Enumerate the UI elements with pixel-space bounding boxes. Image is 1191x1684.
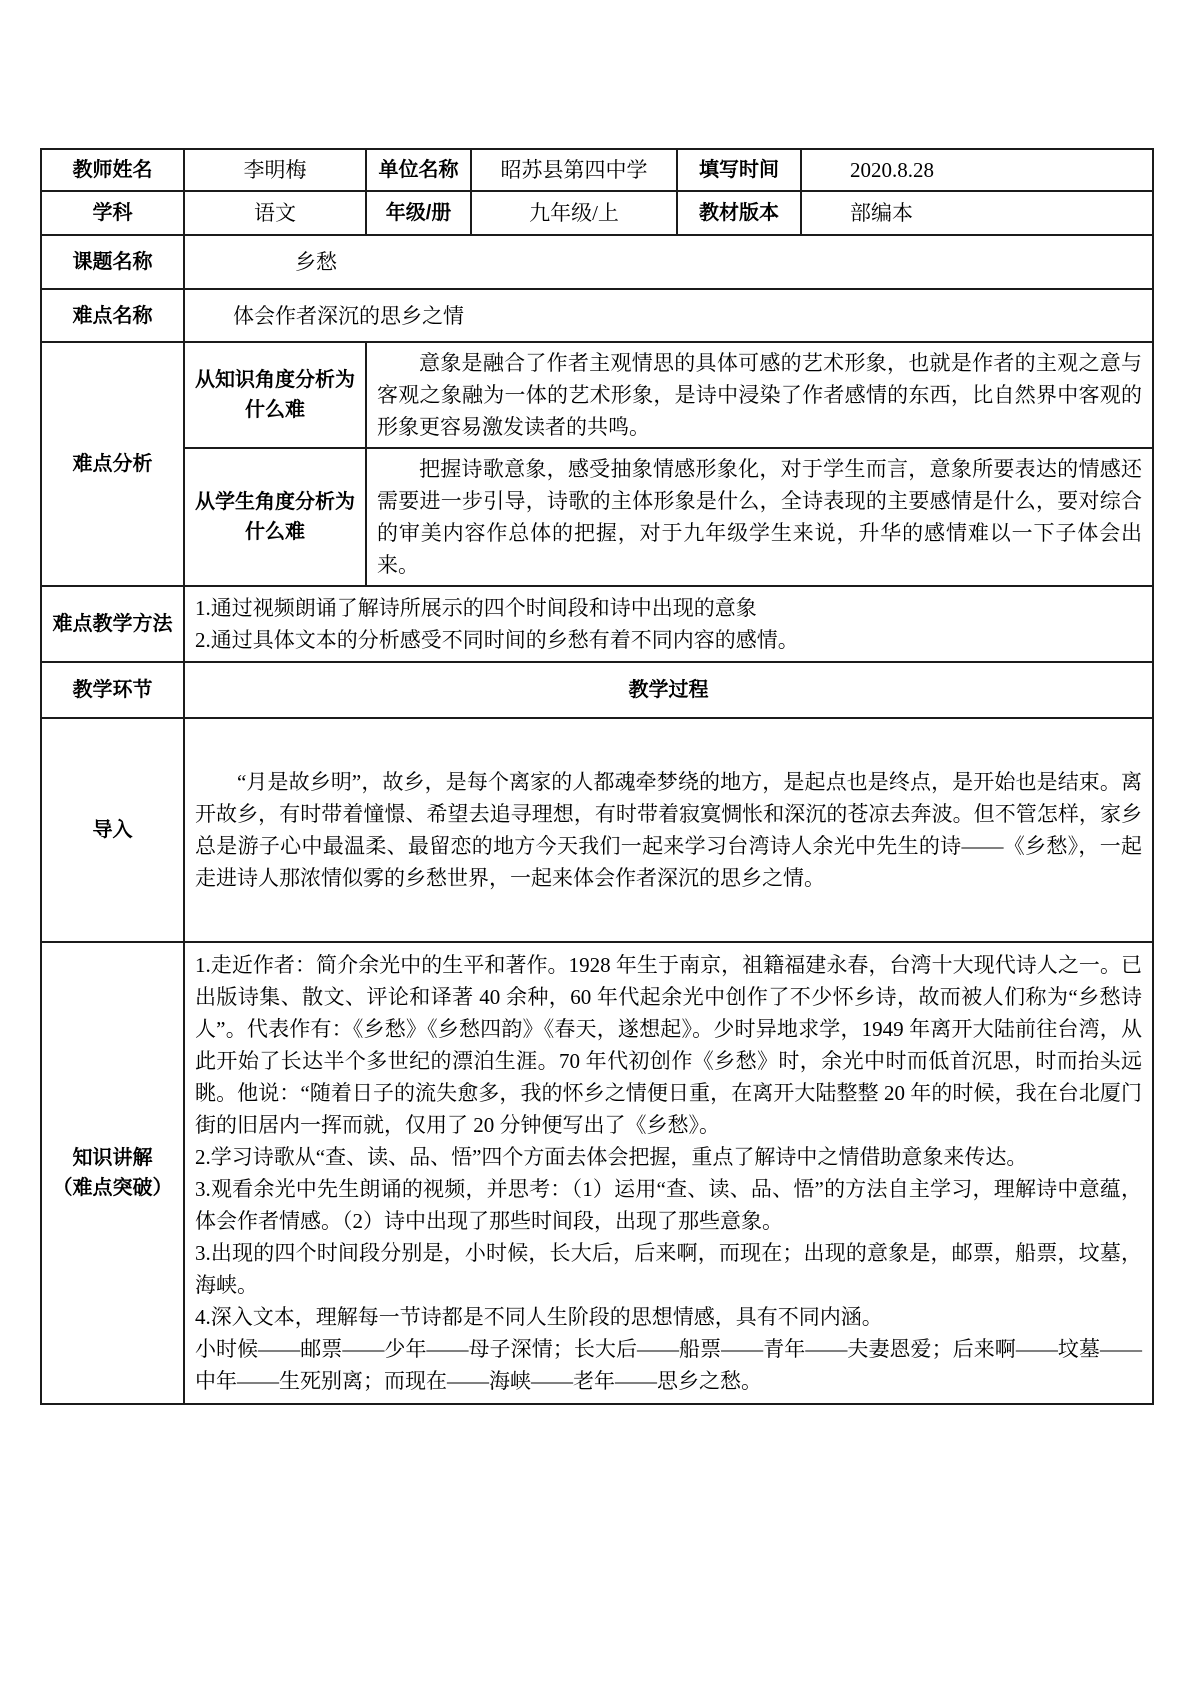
introduction-text: “月是故乡明”，故乡，是每个离家的人都魂牵梦绕的地方，是起点也是终点，是开始也是结束。离开故乡，有时带着憧憬、希望去追寻理想，有时带着寂寞惆怅和深沉的苍凉去奔波。但不管怎样，家乡总是游子心中最温柔、最留恋的地方今天我们一起来学习台湾诗人余光中先生的诗——《乡愁》，一起走进诗人那浓情似雾的乡愁世界，一起来体会作者深沉的思乡之情。 [184,718,1153,942]
row-topic-name [41,235,1153,289]
introduction-label: 导入 [41,718,184,942]
student-angle-label: 从学生角度分析为什么难 [184,448,366,586]
process-title: 教学过程 [184,662,1153,718]
knowledge-explain-paragraph: 3.观看余光中先生朗诵的视频，并思考：（1）运用“查、读、品、悟”的方法自主学习，理解诗中意蕴，体会作者情感。（2）诗中出现了那些时间段，出现了那些意象。 [195,1177,1142,1233]
edition-label: 教材版本 [677,191,801,235]
difficulty-name-label: 难点名称 [41,289,184,342]
row-teaching-method [41,586,1153,662]
row-process-header [41,662,1153,718]
process-stage-label: 教学环节 [41,662,184,718]
knowledge-angle-label: 从知识角度分析为什么难 [184,342,366,448]
row-introduction [41,718,1153,942]
row-teacher-info [41,149,1153,191]
knowledge-explain-label-line2: （难点突破） [52,1177,173,1199]
edition-value: 部编本 [801,191,1153,235]
row-analysis-student [41,448,1153,586]
teacher-name-label: 教师姓名 [41,149,184,191]
knowledge-explain-content [184,942,1153,1404]
row-subject-info [41,191,1153,235]
difficulty-name-value: 体会作者深沉的思乡之情 [184,289,1153,342]
teaching-method-item: 2.通过具体文本的分析感受不同时间的乡愁有着不同内容的感情。 [195,628,799,652]
topic-name-value: 乡愁 [184,235,1153,289]
knowledge-explain-label [41,942,184,1404]
teaching-method-item: 1.通过视频朗诵了解诗所展示的四个时间段和诗中出现的意象 [195,596,757,620]
knowledge-explain-paragraph: 2.学习诗歌从“查、读、品、悟”四个方面去体会把握，重点了解诗中之情借助意象来传达。 [195,1145,1028,1169]
lesson-plan-table [40,148,1154,1405]
topic-name-label: 课题名称 [41,235,184,289]
teacher-name-value: 李明梅 [184,149,366,191]
knowledge-explain-paragraph: 3.出现的四个时间段分别是，小时候，长大后，后来啊，而现在；出现的意象是，邮票，船票，坟墓，海峡。 [195,1241,1142,1297]
knowledge-explain-paragraph: 1.走近作者：简介余光中的生平和著作。1928 年生于南京，祖籍福建永春，台湾十大现代诗人之一。已出版诗集、散文、评论和译著 40 余种，60 年代起余光中创作了不少怀乡诗，故而被人们称为“乡愁诗人”。代表作有：《乡愁》《乡愁四韵》《春天，遂想起》。少时异地求学，1949 年离开大陆前往台湾，从此开始了长达半个多世纪的漂泊生涯。70 年代初创作《乡愁》时，余光中时而低首沉思，时而抬头远眺。他说：“随着日子的流失愈多，我的怀乡之情便日重，在离开大陆整整 20 年的时候，我在台北厦门街的旧居内一挥而就，仅用了 20 分钟便写出了《乡愁》。 [195,953,1142,1137]
grade-label: 年级/册 [366,191,471,235]
unit-name-label: 单位名称 [366,149,471,191]
student-angle-text: 把握诗歌意象，感受抽象情感形象化，对于学生而言，意象所要表达的情感还需要进一步引导，诗歌的主体形象是什么，全诗表现的主要感情是什么，要对综合的审美内容作总体的把握，对于九年级学生来说，升华的感情难以一下子体会出来。 [366,448,1153,586]
subject-label: 学科 [41,191,184,235]
teaching-method-label: 难点教学方法 [41,586,184,662]
unit-name-value: 昭苏县第四中学 [471,149,677,191]
grade-value: 九年级/上 [471,191,677,235]
knowledge-angle-text: 意象是融合了作者主观情思的具体可感的艺术形象，也就是作者的主观之意与客观之象融为一体的艺术形象，是诗中浸染了作者感情的东西，比自然界中客观的形象更容易激发读者的共鸣。 [366,342,1153,448]
row-analysis-knowledge [41,342,1153,448]
subject-value: 语文 [184,191,366,235]
fill-date-value: 2020.8.28 [801,149,1153,191]
fill-date-label: 填写时间 [677,149,801,191]
knowledge-explain-paragraph: 小时候——邮票——少年——母子深情；长大后——船票——青年——夫妻恩爱；后来啊——坟墓——中年——生死别离；而现在——海峡——老年——思乡之愁。 [195,1337,1142,1393]
knowledge-explain-paragraph: 4.深入文本，理解每一节诗都是不同人生阶段的思想情感，具有不同内涵。 [195,1305,883,1329]
difficulty-analysis-label: 难点分析 [41,342,184,586]
row-knowledge-explain [41,942,1153,1404]
knowledge-explain-label-line1: 知识讲解 [72,1147,153,1169]
row-difficulty-name [41,289,1153,342]
teaching-method-cell [184,586,1153,662]
